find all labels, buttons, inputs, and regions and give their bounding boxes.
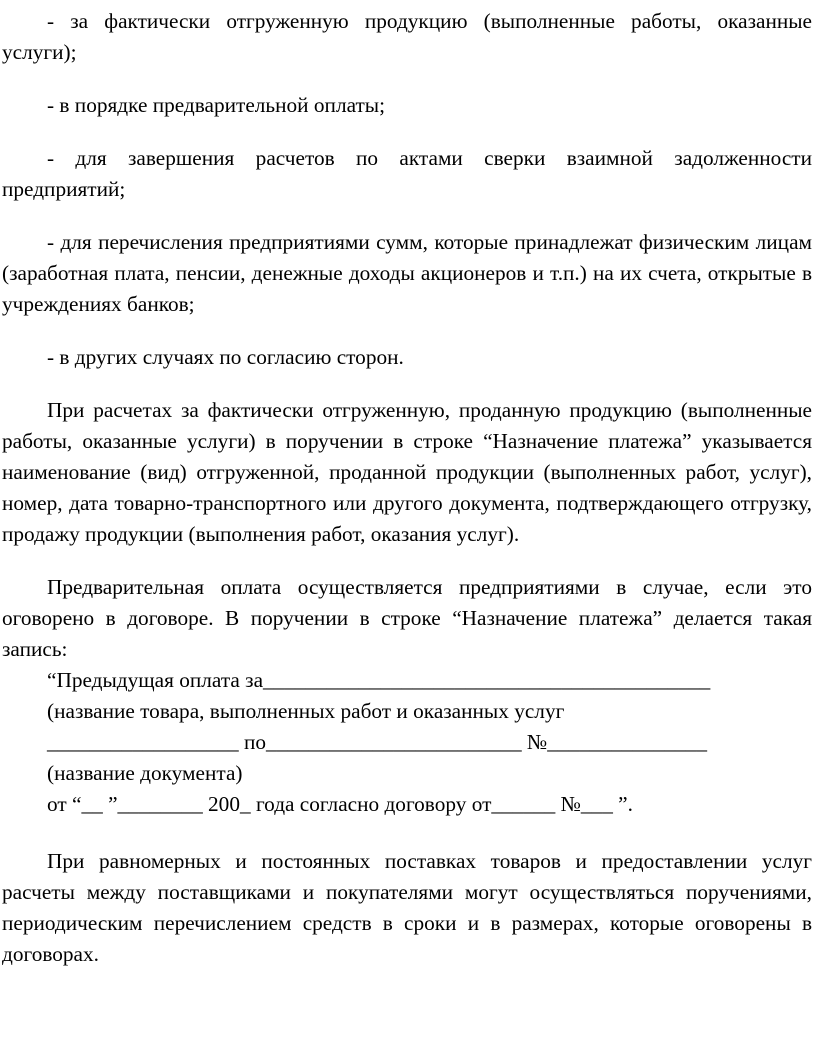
paragraph-regular-deliveries: При равномерных и постоянных поставках товаров и предоставлении услуг расчеты между поставщиками и покупателями могут осуществляться поручениями, периодическим перечислением средств в сроки и в размерах, которые оговорены в договорах. <box>2 849 812 966</box>
list-item-shipped: - за фактически отгруженную продукцию (выполненные работы, оказанные услуги); <box>2 9 812 64</box>
template-line-document-fields: __________________ по________________________ №_______________ <box>47 730 707 754</box>
template-line-document-caption: (название документа) <box>47 761 243 785</box>
list-item-reconciliation: - для завершения расчетов по актами сверки взаимной задолженности предприятий; <box>2 146 812 201</box>
paragraph-prepayment: Предварительная оплата осуществляется предприятиями в случае, если это оговорено в договоре. В поручении в строке “Назначение платежа” делается такая запись: <box>2 575 812 661</box>
list-item-prepayment: - в порядке предварительной оплаты; <box>47 93 386 117</box>
template-line-date-contract: от “__ ”________ 200_ года согласно договору от______ №___ ”. <box>47 792 633 816</box>
paragraph-shipment-payments: При расчетах за фактически отгруженную, проданную продукцию (выполненные работы, оказанные услуги) в поручении в строке “Назначение платежа” указывается наименование (вид) отгруженной, проданной продукции (выполненных работ, услуг), номер, дата товарно-транспортного или другого документа, подтверждающего отгрузку, продажу продукции (выполнения работ, оказания услуг). <box>2 398 812 546</box>
template-line-goods-caption: (название товара, выполненных работ и оказанных услуг <box>47 699 565 723</box>
template-line-prepayment-for: “Предыдущая оплата за__________________________________________ <box>47 668 711 692</box>
list-item-individuals: - для перечисления предприятиями сумм, которые принадлежат физическим лицам (заработная плата, пенсии, денежные доходы акционеров и т.п.) на их счета, открытые в учреждениях банков; <box>2 230 812 316</box>
list-item-other: - в других случаях по согласию сторон. <box>47 345 404 369</box>
